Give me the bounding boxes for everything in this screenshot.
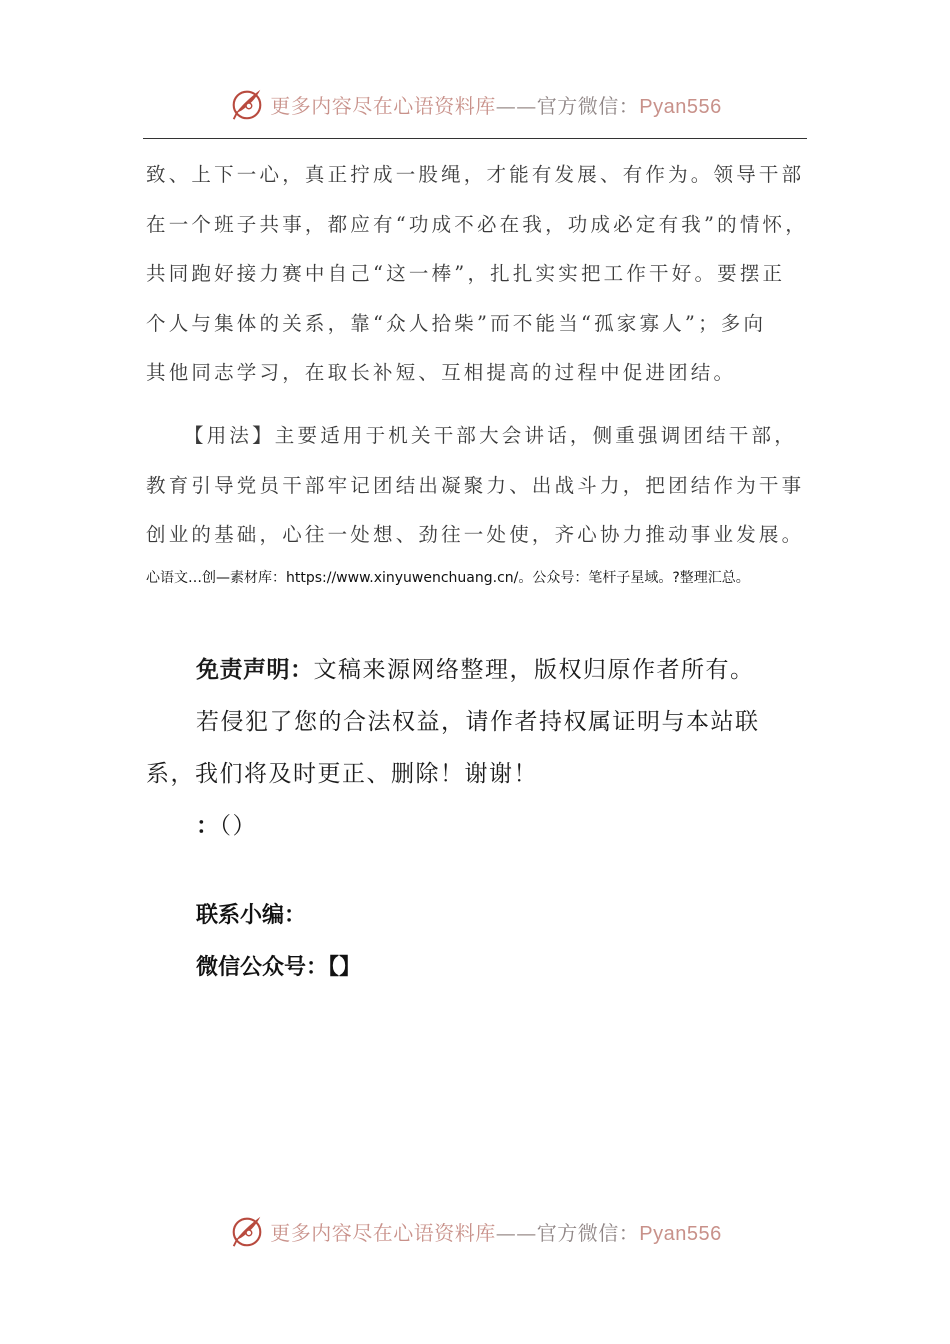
disclaimer-line-3: 系，我们将及时更正、删除！谢谢！ xyxy=(146,761,538,787)
contact-wechat-public: 微信公众号：【】 xyxy=(196,955,362,980)
banner-wechat-id: Pyan556 xyxy=(639,1222,722,1245)
banner-dash: —— xyxy=(495,1220,537,1245)
disclaimer-text: 文稿来源网络整理，版权归原作者所有。 xyxy=(313,657,755,683)
banner-wechat-label: 官方微信： xyxy=(536,93,640,118)
header-banner xyxy=(0,82,950,126)
banner-wechat-id: Pyan556 xyxy=(639,95,722,118)
source-line: 心语文…创—素材库：https://www.xinyuwenchuang.cn/。公众号：笔杆子星域。?整理汇总。 xyxy=(146,570,750,586)
banner-site-name: 更多内容尽在心语资料库 xyxy=(270,1220,496,1245)
body-line: 共同跑好接力赛中自己“这一棒”，扎扎实实把工作干好。要摆正 xyxy=(146,262,786,286)
body-line: 其他同志学习，在取长补短、互相提高的过程中促进团结。 xyxy=(146,361,737,385)
disclaimer-label: 免责声明： xyxy=(196,657,314,683)
body-paragraph xyxy=(146,150,816,398)
disclaimer-paren: （） xyxy=(219,813,257,839)
quill-logo-icon xyxy=(228,85,266,123)
body-line: 在一个班子共事，都应有“功成不必在我，功成必定有我”的情怀， xyxy=(146,212,808,236)
disclaimer-line-2: 若侵犯了您的合法权益，请作者持权属证明与本站联 xyxy=(196,709,760,735)
banner-text xyxy=(270,90,721,119)
usage-line: 创业的基础，心往一处想、劲往一处使，齐心协力推动事业发展。 xyxy=(146,523,805,547)
header-divider xyxy=(143,138,807,139)
disclaimer-line-4 xyxy=(146,800,826,852)
body-line: 个人与集体的关系，靠“众人拾柴”而不能当“孤家寡人”；多向 xyxy=(146,311,767,335)
contact-editor: 联系小编： xyxy=(196,903,307,928)
body-line: 致、上下一心，真正拧成一股绳，才能有发展、有作为。领导干部 xyxy=(146,163,805,186)
banner-site-name: 更多内容尽在心语资料库 xyxy=(270,93,496,118)
footer-banner xyxy=(0,1209,950,1253)
disclaimer-colon: ： xyxy=(196,813,220,839)
usage-line: 教育引导党员干部牢记团结出凝聚力、出战斗力，把团结作为干事 xyxy=(146,473,805,497)
banner-wechat-label: 官方微信： xyxy=(536,1220,640,1245)
banner-dash: —— xyxy=(495,93,537,118)
banner-text xyxy=(270,1217,721,1246)
disclaimer-block xyxy=(146,644,826,852)
usage-paragraph xyxy=(146,411,816,560)
quill-logo-icon xyxy=(228,1212,266,1250)
usage-line: 【用法】主要适用于机关干部大会讲话，侧重强调团结干部， xyxy=(184,424,797,447)
disclaimer-line-1 xyxy=(146,644,826,696)
